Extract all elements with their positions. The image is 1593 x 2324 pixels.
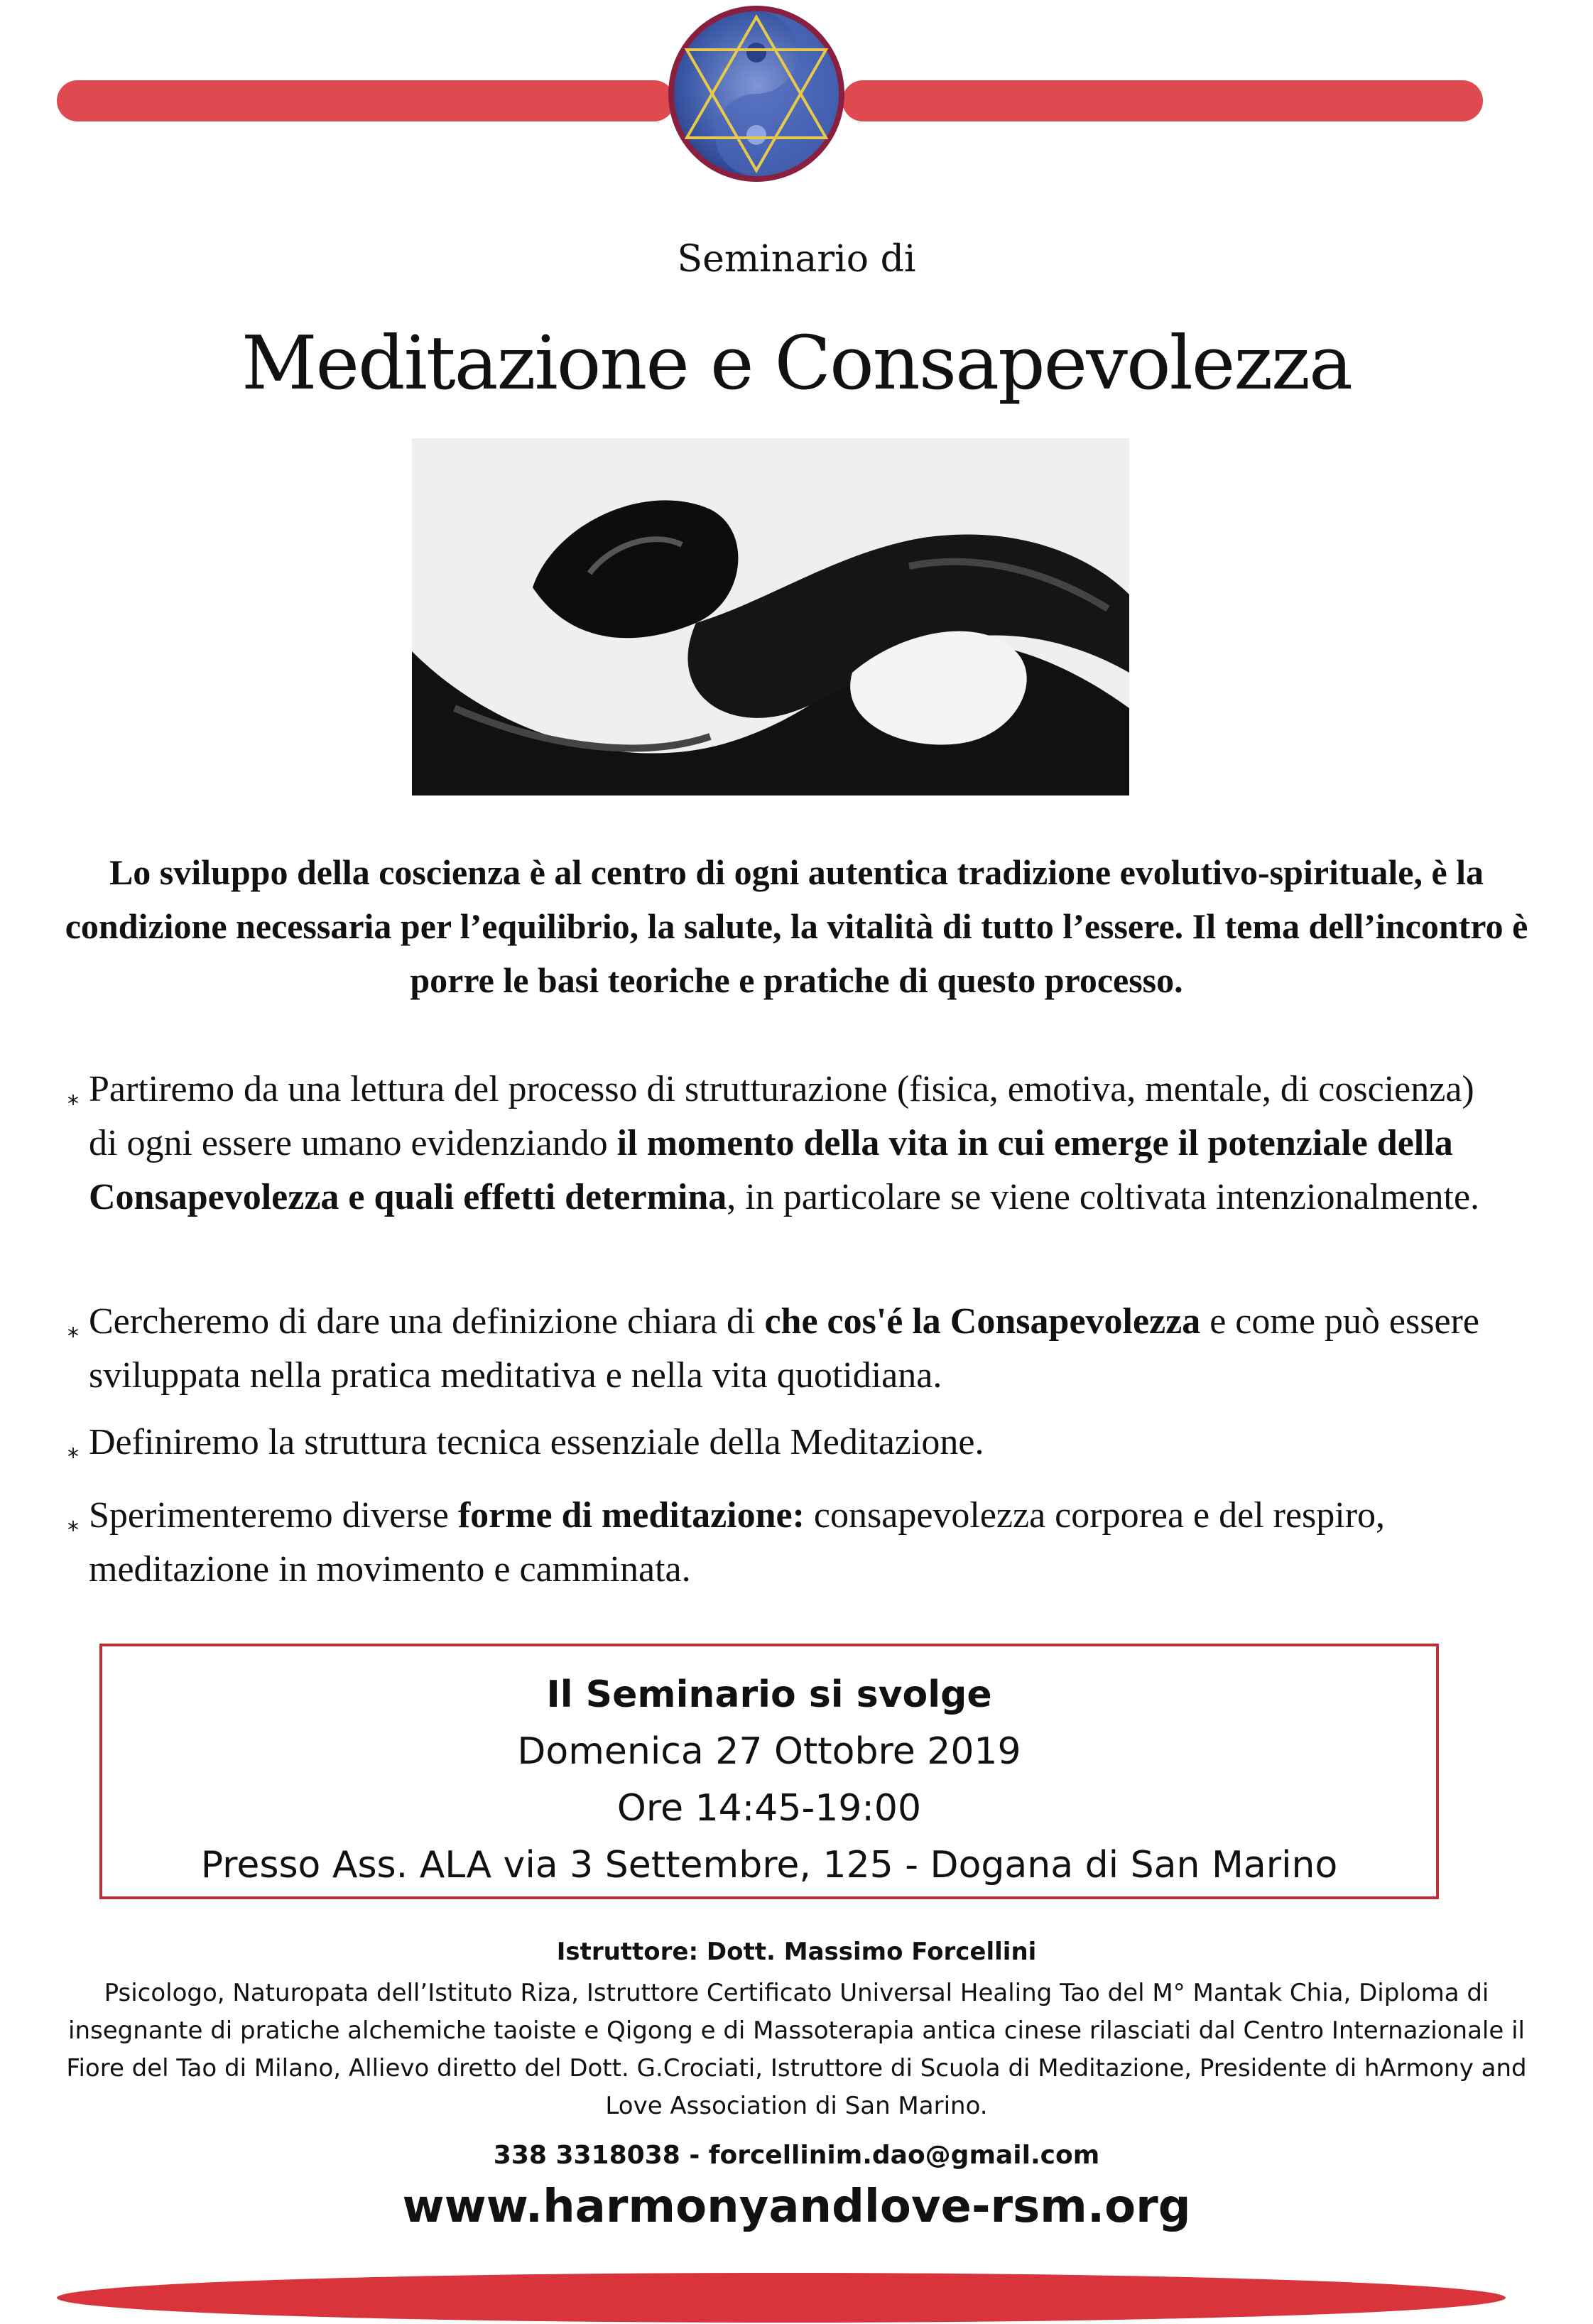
bullet-item — [67, 1063, 1495, 1225]
bullet-bold-text: che cos'é la Consapevolezza — [764, 1301, 1201, 1342]
bullet-item — [67, 1416, 1495, 1470]
yin-yang-painting-image — [412, 438, 1129, 796]
bullet-bold-text: forme di meditazione: — [457, 1495, 805, 1536]
bullet-text: Sperimenteremo diverse — [89, 1495, 458, 1536]
header-bar-right — [842, 80, 1483, 121]
subtitle: Seminario di — [677, 238, 916, 281]
event-time: Ore 14:45-19:00 — [616, 1787, 922, 1830]
intro-paragraph: Lo sviluppo della coscienza è al centro di ogni autentica tradizione evolutivo-spirituale, è la condizione necessaria per l’equilibrio, la salute, la vitalità di tutto l’essere. Il tema dell’incontro è porre le basi teoriche e pratiche di questo processo. — [65, 852, 1528, 1000]
event-heading: Il Seminario si svolge — [546, 1673, 992, 1716]
bullet-text: Definiremo la struttura tecnica essenziale della Meditazione. — [89, 1422, 984, 1462]
event-place: Presso Ass. ALA via 3 Settembre, 125 - Dogana di San Marino — [200, 1844, 1338, 1886]
bullet-mark: ⁎ — [67, 1510, 79, 1536]
header-bar-left — [57, 80, 675, 121]
bullet-text: Partiremo da una lettura del processo di strutturazione (fisica, emotiva, mentale, di coscienza) di ogni essere umano evidenziando — [89, 1069, 1474, 1163]
instructor-bio: Psicologo, Naturopata dell’Istituto Riza, Istruttore Certificato Universal Healing Tao del M° Mantak Chia, Diploma di insegnante di pratiche alchemiche taoiste e Qigong e di Massoterapia antica cinese rilasciati dal Centro Internazionale il Fiore del Tao di Milano, Allievo diretto del Dott. G.Crociati, Istruttore di Scuola di Meditazione, Presidente di hArmony and Love Association di San Marino. — [66, 1979, 1527, 2120]
bullet-mark: ⁎ — [67, 1316, 79, 1342]
instructor-title: Istruttore: Dott. Massimo Forcellini — [556, 1938, 1037, 1966]
bullet-text: e come può essere sviluppata nella pratica meditativa e nella vita quotidiana. — [89, 1301, 1479, 1396]
bullet-bold-text: il momento della vita in cui emerge il potenziale della Consapevolezza e quali effetti determina — [89, 1123, 1453, 1217]
bullet-item — [67, 1489, 1495, 1597]
page-title: Meditazione e Consapevolezza — [241, 320, 1352, 406]
yin-yang-star-logo-icon — [660, 0, 852, 192]
contact-line: 338 3318038 - forcellinim.dao@gmail.com — [493, 2141, 1100, 2170]
bullet-mark: ⁎ — [67, 1084, 79, 1109]
footer-bar — [57, 2273, 1506, 2323]
event-info-box — [99, 1644, 1439, 1899]
website-link[interactable]: www.harmonyandlove-rsm.org — [402, 2181, 1191, 2233]
event-date: Domenica 27 Ottobre 2019 — [517, 1730, 1021, 1773]
bullet-item — [67, 1295, 1495, 1403]
bullet-text: Cercheremo di dare una definizione chiara di — [89, 1301, 765, 1342]
bullet-text: , in particolare se viene coltivata intenzionalmente. — [727, 1177, 1480, 1217]
bullet-mark: ⁎ — [67, 1437, 79, 1462]
bullet-text: consapevolezza corporea e del respiro, meditazione in movimento e camminata. — [89, 1495, 1386, 1590]
